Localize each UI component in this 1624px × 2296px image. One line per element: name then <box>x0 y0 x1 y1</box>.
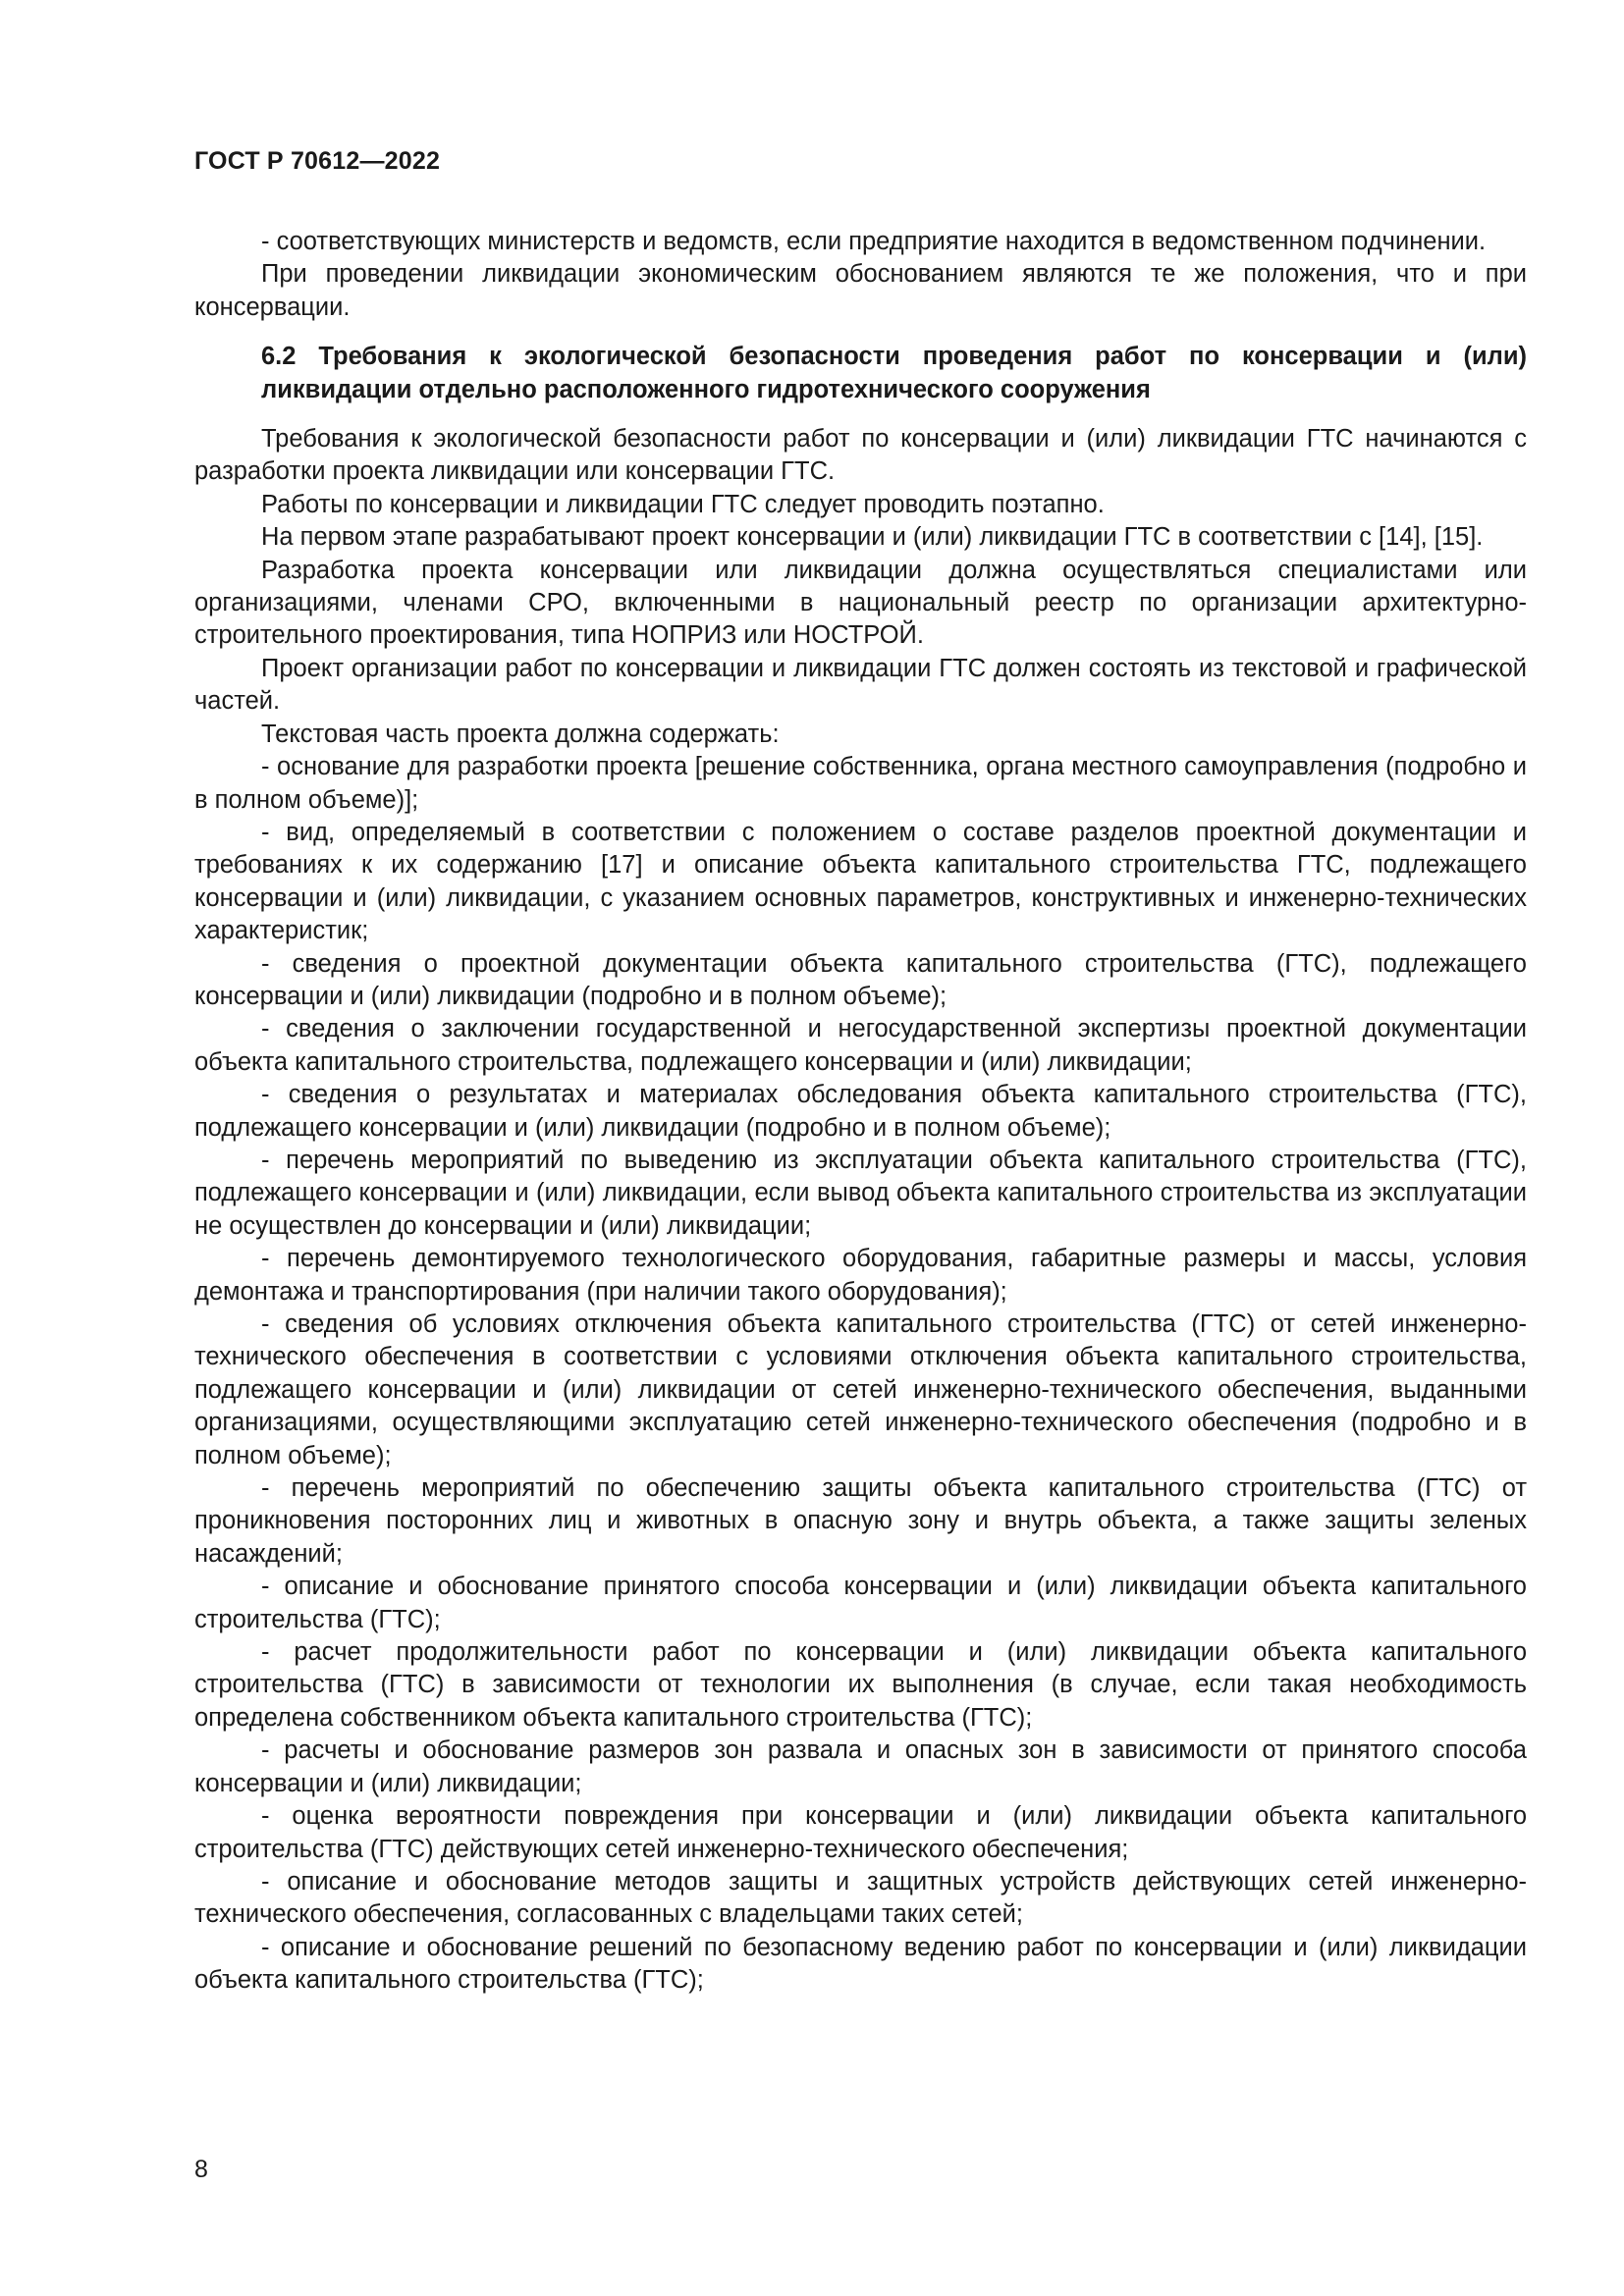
list-item: - описание и обоснование решений по безопасному ведению работ по консервации и (или) ликвидации объекта капитального строительства (ГТС); <box>194 1933 1527 1995</box>
list-item: - описание и обоснование принятого способа консервации и (или) ликвидации объекта капитального строительства (ГТС); <box>194 1573 1527 1633</box>
paragraph: - соответствующих министерств и ведомств, если предприятие находится в ведомственном подчинении. <box>261 228 1487 255</box>
list-item: - перечень мероприятий по выведению из эксплуатации объекта капитального строительства (ГТС), подлежащего консервации и (или) ликвидации, если вывод объекта капитального строительства из эксплуатации не осуществлен до консервации и (или) ликвидации; <box>194 1146 1527 1240</box>
list-item: - перечень демонтируемого технологического оборудования, габаритные размеры и массы, условия демонтажа и транспортирования (при наличии такого оборудования); <box>194 1245 1527 1306</box>
list-item: - сведения о заключении государственной и негосударственной экспертизы проектной документации объекта капитального строительства, подлежащего консервации и (или) ликвидации; <box>194 1015 1527 1076</box>
paragraph: При проведении ликвидации экономическим обоснованием являются те же положения, что и при консервации. <box>194 260 1527 321</box>
paragraph: Требования к экологической безопасности работ по консервации и (или) ликвидации ГТС начинаются с разработки проекта ликвидации или консервации ГТС. <box>194 425 1527 486</box>
list-item: - описание и обоснование методов защиты и защитных устройств действующих сетей инженерно-технического обеспечения, согласованных с владельцами таких сетей; <box>194 1867 1527 1929</box>
list-item: - сведения о проектной документации объекта капитального строительства (ГТС), подлежащего консервации и (или) ликвидации (подробно и в полном объеме); <box>194 949 1527 1010</box>
list-item: - расчет продолжительности работ по консервации и (или) ликвидации объекта капитального строительства (ГТС) в зависимости от технологии их выполнения (в случае, если такая необходимость определена собственником объекта капитального строительства (ГТС); <box>194 1638 1527 1732</box>
list-item: - перечень мероприятий по обеспечению защиты объекта капитального строительства (ГТС) от проникновения посторонних лиц и животных в опасную зону и внутрь объекта, а также защиты зеленых насаждений; <box>194 1474 1527 1568</box>
section-heading: 6.2 Требования к экологической безопасности проведения работ по консервации и (или) ликвидации отдельно расположенного гидротехнического сооружения <box>261 343 1527 403</box>
list-item: - вид, определяемый в соответствии с положением о составе разделов проектной документации и требованиях к их содержанию [17] и описание объекта капитального строительства ГТС, подлежащего консервации и (или) ликвидации, с указанием основных параметров, конструктивных и инженерно-технических характеристик; <box>194 818 1527 945</box>
paragraph: Проект организации работ по консервации и ликвидации ГТС должен состоять из текстовой и графической частей. <box>194 654 1527 716</box>
paragraph: Текстовая часть проекта должна содержать: <box>261 720 780 748</box>
list-item: - сведения об условиях отключения объекта капитального строительства (ГТС) от сетей инженерно-технического обеспечения в соответствии с условиями отключения объекта капитального строительства, подлежащего консервации и (или) ликвидации от сетей инженерно-технического обеспечения, выданными организациями, осуществляющими эксплуатацию сетей инженерно-технического обеспечения (подробно и в полном объеме); <box>194 1310 1527 1469</box>
page-content <box>194 226 1527 1998</box>
paragraph: Работы по консервации и ликвидации ГТС следует проводить поэтапно. <box>261 490 1105 518</box>
document-header: ГОСТ Р 70612—2022 <box>194 147 441 175</box>
list-item: - оценка вероятности повреждения при консервации и (или) ликвидации объекта капитального строительства (ГТС) действующих сетей инженерно-технического обеспечения; <box>194 1802 1527 1863</box>
list-item: - основание для разработки проекта [решение собственника, органа местного самоуправления (подробно и в полном объеме)]; <box>194 753 1527 814</box>
page-number: 8 <box>194 2156 208 2183</box>
paragraph: Разработка проекта консервации или ликвидации должна осуществляться специалистами или организациями, членами СРО, включенными в национальный реестр по организации архитектурно-строительного проектирования, типа НОПРИЗ или НОСТРОЙ. <box>194 556 1527 650</box>
list-item: - расчеты и обоснование размеров зон развала и опасных зон в зависимости от принятого способа консервации и (или) ликвидации; <box>194 1736 1527 1797</box>
paragraph: На первом этапе разрабатывают проект консервации и (или) ликвидации ГТС в соответствии с [14], [15]. <box>261 523 1484 552</box>
list-item: - сведения о результатах и материалах обследования объекта капитального строительства (ГТС), подлежащего консервации и (или) ликвидации (подробно и в полном объеме); <box>194 1081 1527 1142</box>
